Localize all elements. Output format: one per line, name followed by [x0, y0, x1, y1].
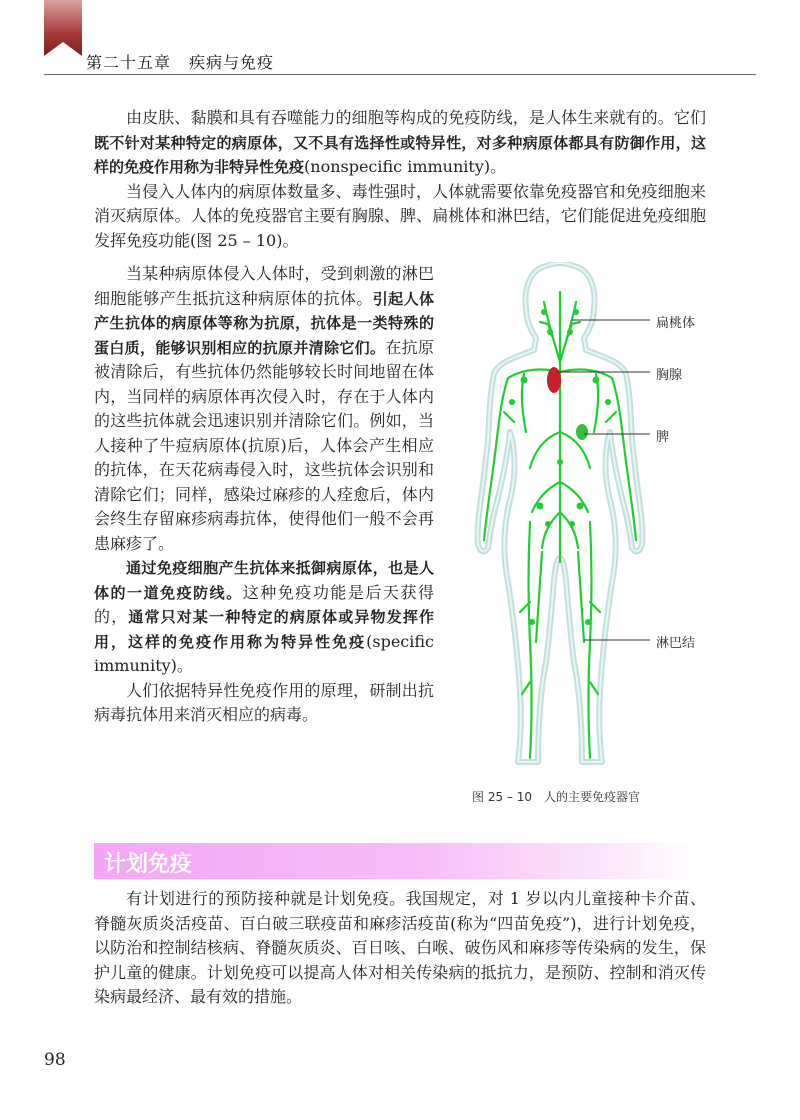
section-title: 计划免疫 — [104, 852, 193, 877]
definition-specific: 通常只对某一种特定的病原体或异物发挥作用，这样的免疫作用称为特异性免疫 — [94, 608, 434, 651]
chapter-number: 第二十五章 — [86, 53, 172, 72]
chapter-bookmark-icon — [44, 0, 82, 56]
label-lymph-node: 淋巴结 — [656, 636, 696, 651]
figure-caption: 图 25 – 10 人的主要免疫器官 — [472, 790, 640, 804]
label-thymus: 胸腺 — [656, 368, 683, 383]
planned-immunization-block — [94, 887, 706, 1010]
paragraph-immune-organs: 当侵入人体内的病原体数量多、毒性强时，人体就需要依靠免疫器官和免疫细胞来消灭病原体。人体的免疫器官主要有胸腺、脾、扁桃体和淋巴结，它们能促进免疫细胞发挥免疫功能(图 25 – 10)。 — [94, 181, 706, 250]
header-rule — [44, 74, 756, 75]
definition-antigen: 引起人体产生抗体的病原体等称为抗原，抗体是一类特殊的蛋白质，能够识别相应的抗原并清除它们。 — [94, 289, 434, 357]
intro-block — [94, 106, 706, 253]
chapter-header — [86, 50, 274, 73]
spleen-organ — [576, 424, 588, 440]
paragraph-planned-immunization: 有计划进行的预防接种就是计划免疫。我国规定，对 1 岁以内儿童接种卡介苗、脊髓灰质炎活疫苗、百白破三联疫苗和麻疹活疫苗(称为“四苗免疫”)，进行计划免疫，以防治和控制结核病、脊髓灰质炎、百日咳、白喉、破伤风和麻疹等传染病的发生，保护儿童的健康。计划免疫可以提高人体对相关传染病的抵抗力，是预防、控制和消灭传染病最经济、最有效的措施。 — [94, 889, 706, 1006]
definition-nonspecific: 既不针对某种特定的病原体，又不具有选择性或特异性，对多种病原体都具有防御作用，这样的免疫作用称为非特异性免疫 — [94, 133, 706, 176]
paragraph-antiviral: 人们依据特异性免疫作用的原理，研制出抗病毒抗体用来消灭相应的病毒。 — [94, 680, 434, 724]
immune-organs-figure — [464, 262, 744, 774]
paragraph-antibody: 当某种病原体侵入人体时，受到刺激的淋巴细胞能够产生抵抗这种病原体的抗体。引起人体产生抗体的病原体等称为抗原，抗体是一类特殊的蛋白质，能够识别相应的抗原并清除它们。在抗原被清除后，有些抗体仍然能够较长时间地留在体内，当同样的病原体再次侵入时，存在于人体内的这些抗体就会迅速识别并清除它们。例如，当人接种了牛痘病原体(抗原)后，人体会产生相应的抗体，在天花病毒侵入时，这些抗体会识别和清除它们；同样，感染过麻疹的人痊愈后，体内会终生存留麻疹病毒抗体，使得他们一般不会再患麻疹了。 — [94, 264, 434, 553]
page-number: 98 — [44, 1050, 66, 1070]
thymus-organ — [547, 367, 561, 393]
paragraph-nonspecific-immunity: 由皮肤、黏膜和具有吞噬能力的细胞等构成的免疫防线，是人体生来就有的。它们既不针对某种特定的病原体，又不具有选择性或特异性，对多种病原体都具有防御作用，这样的免疫作用称为非特异性免疫(nonspecific immunity)。 — [94, 108, 706, 176]
label-tonsil: 扁桃体 — [656, 316, 696, 331]
left-column — [94, 262, 434, 728]
chapter-topic: 疾病与免疫 — [189, 53, 275, 72]
label-spleen: 脾 — [656, 430, 670, 445]
paragraph-specific-immunity: 通过免疫细胞产生抗体来抵御病原体，也是人体的一道免疫防线。这种免疫功能是后天获得的，通常只对某一种特定的病原体或异物发挥作用，这样的免疫作用称为特异性免疫(specific immunity)。 — [94, 559, 434, 675]
